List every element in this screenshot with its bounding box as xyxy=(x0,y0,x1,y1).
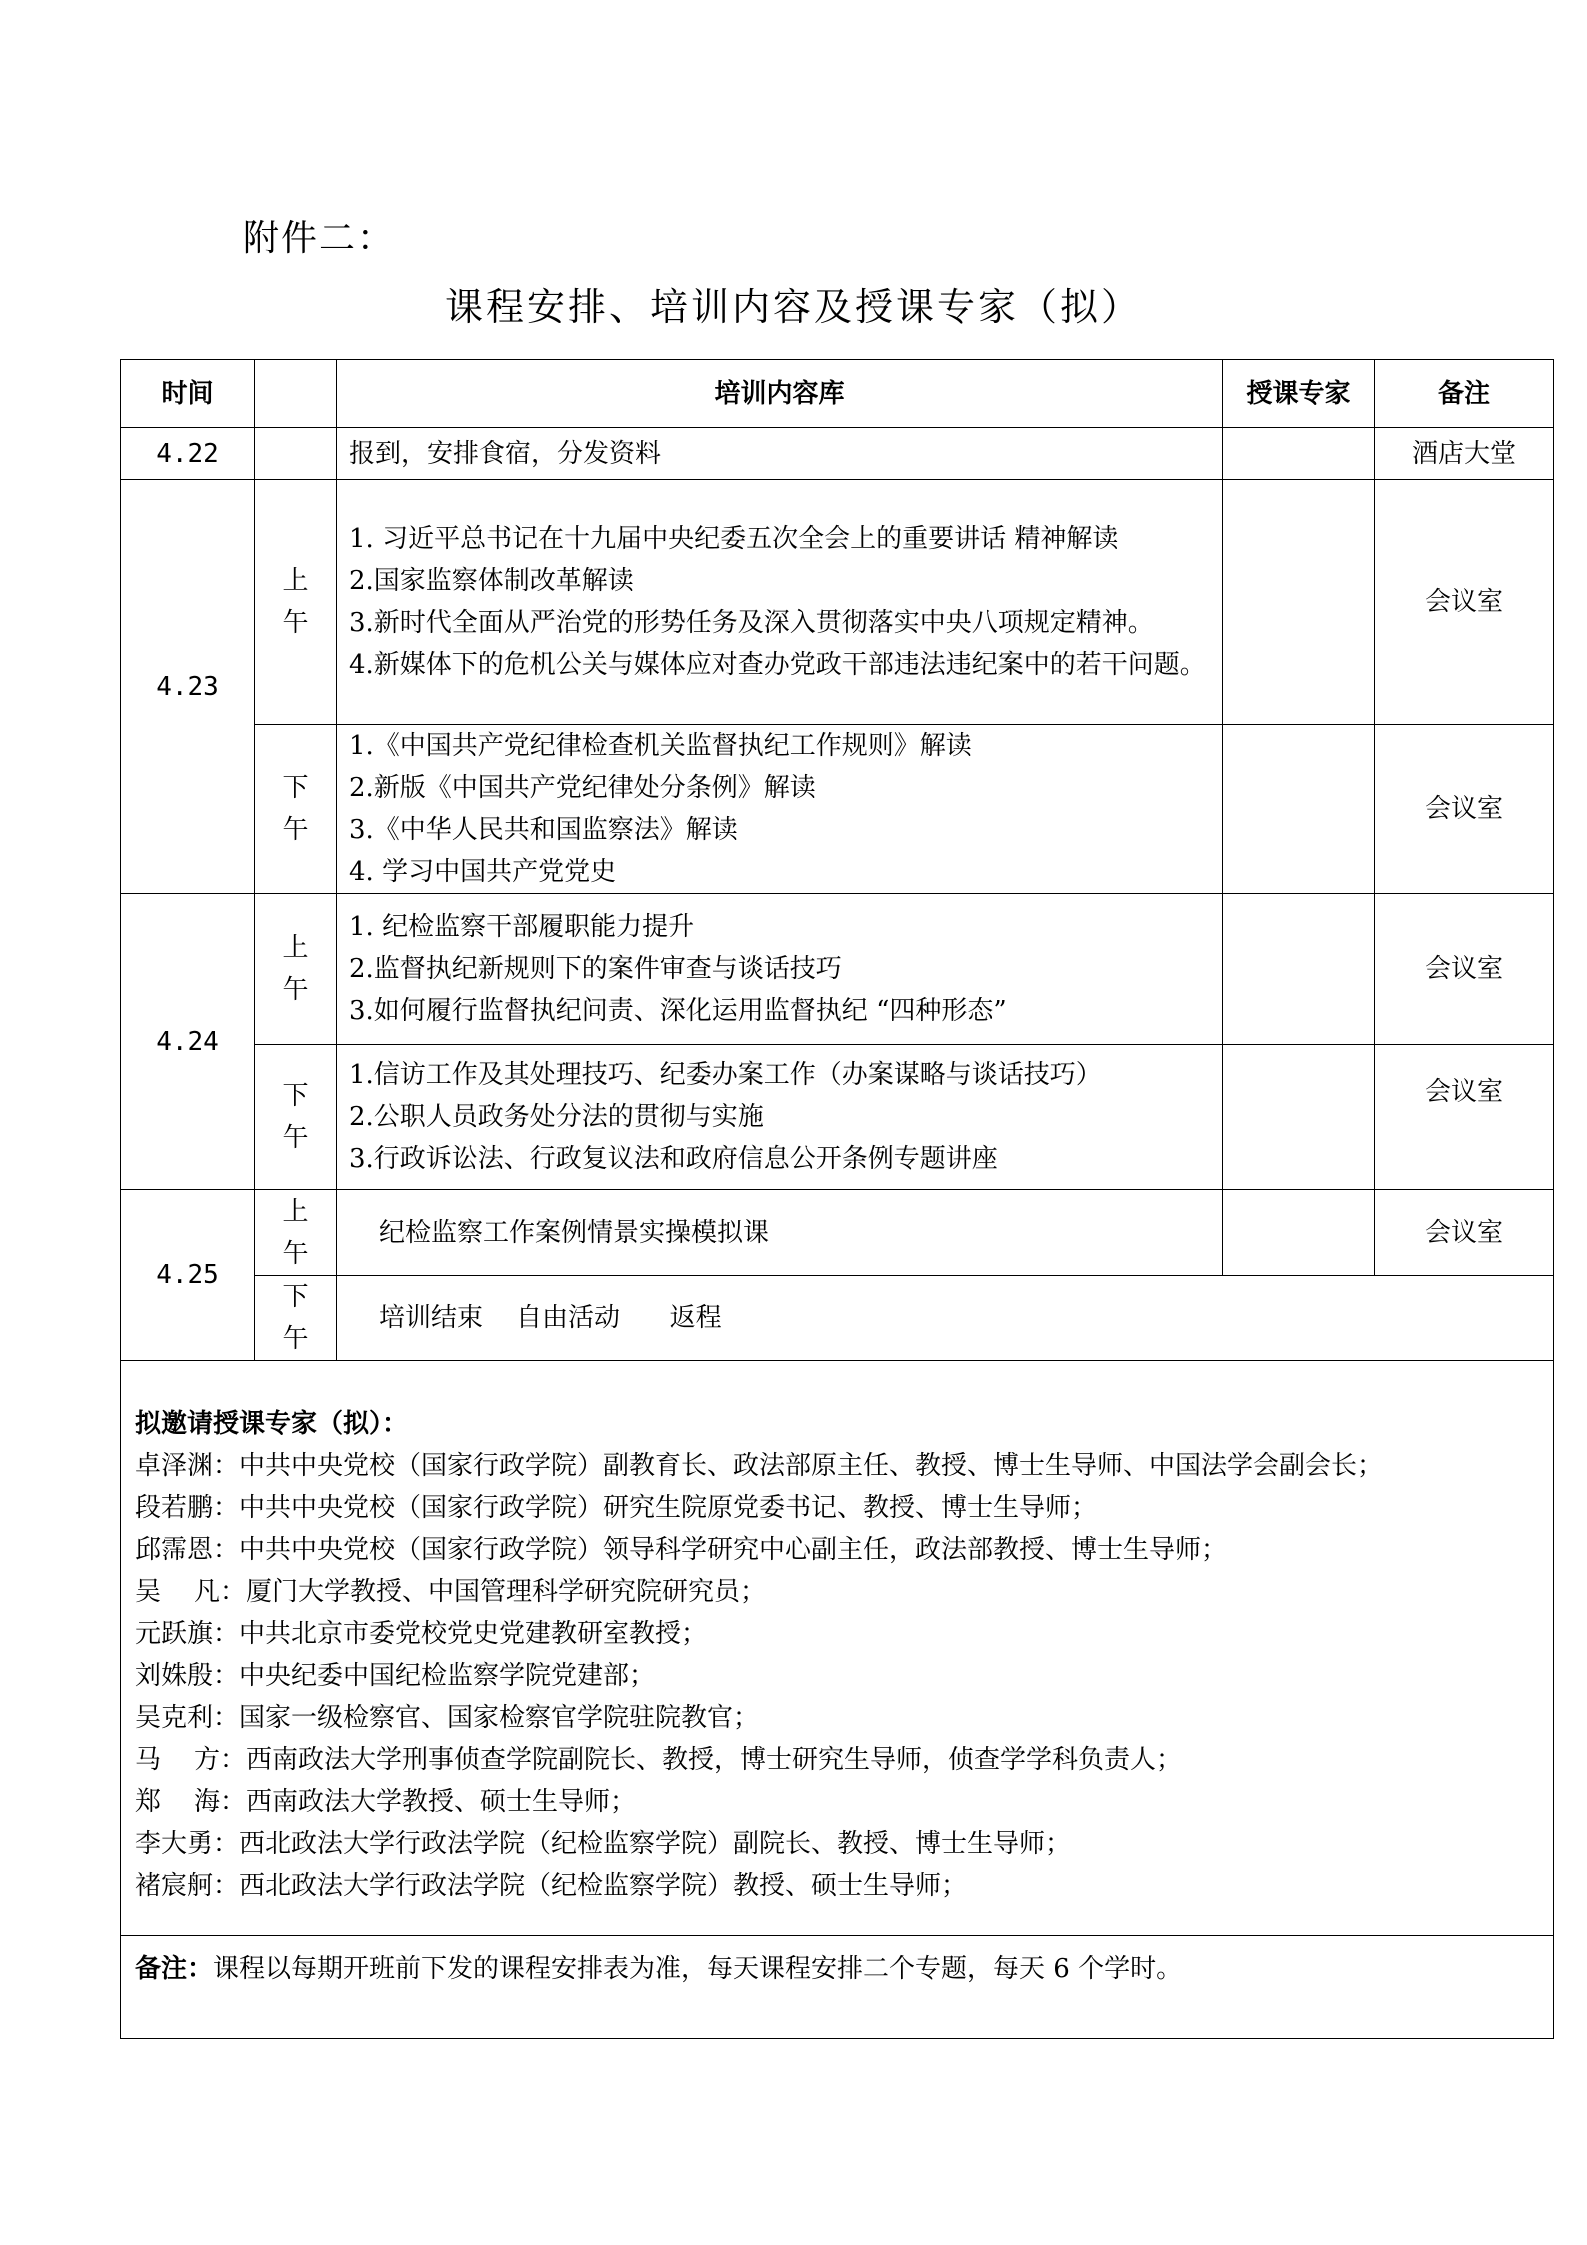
header-period xyxy=(255,360,337,428)
page-title: 课程安排、培训内容及授课专家（拟） xyxy=(444,285,1142,329)
content-cell xyxy=(337,1045,1223,1190)
period-char: 下 xyxy=(282,1282,309,1312)
expert-cell xyxy=(1223,725,1375,894)
list-item: 1. 纪检监察干部履职能力提升 xyxy=(349,912,695,942)
list-item: 刘姝殷：中央纪委中国纪检监察学院党建部； xyxy=(135,1661,656,1691)
list-item: 李大勇：西北政法大学行政法学院（纪检监察学院）副院长、教授、博士生导师； xyxy=(135,1829,1072,1859)
remark-label: 备注： xyxy=(135,1954,214,1984)
note-cell: 会议室 xyxy=(1375,1045,1554,1190)
list-item: 2.公职人员政务处分法的贯彻与实施 xyxy=(349,1102,764,1132)
remark-row xyxy=(121,1936,1554,2039)
header-time: 时间 xyxy=(121,360,255,428)
period-cell xyxy=(255,1190,337,1276)
experts-title: 拟邀请授课专家（拟）： xyxy=(135,1409,409,1439)
remark-cell xyxy=(121,1936,1554,2039)
period-char: 上 xyxy=(282,1196,309,1227)
expert-cell xyxy=(1223,894,1375,1045)
period-char: 午 xyxy=(282,608,309,638)
header-expert: 授课专家 xyxy=(1223,360,1375,428)
list-item: 3.如何履行监督执纪问责、深化运用监督执纪 “四种形态” xyxy=(349,996,1007,1026)
period-cell xyxy=(255,894,337,1045)
period-cell xyxy=(255,428,337,480)
period-cell xyxy=(255,1045,337,1190)
period-cell xyxy=(255,1276,337,1361)
list-item: 邱霈恩：中共中央党校（国家行政学院）领导科学研究中心副主任，政法部教授、博士生导师； xyxy=(135,1535,1228,1565)
attachment-label: 附件二： xyxy=(243,218,396,259)
list-item: 1. 习近平总书记在十九届中央纪委五次全会上的重要讲话 精神解读 xyxy=(349,524,1119,554)
period-char: 下 xyxy=(282,773,309,803)
note-cell: 会议室 xyxy=(1375,894,1554,1045)
table-row-424-pm xyxy=(121,1045,1554,1190)
list-item: 卓泽渊：中共中央党校（国家行政学院）副教育长、政法部原主任、教授、博士生导师、中国法学会副会长； xyxy=(135,1451,1384,1481)
expert-cell xyxy=(1223,1045,1375,1190)
list-item: 3.《中华人民共和国监察法》解读 xyxy=(349,815,738,845)
date-cell: 4.23 xyxy=(121,480,255,894)
content-cell: 报到，安排食宿，分发资料 xyxy=(337,428,1223,480)
note-cell: 酒店大堂 xyxy=(1375,428,1554,480)
note-cell: 会议室 xyxy=(1375,1190,1554,1276)
period-char: 午 xyxy=(282,1238,309,1269)
experts-cell xyxy=(121,1361,1554,1936)
content-cell: 培训结束 自由活动 返程 xyxy=(337,1276,1554,1361)
expert-cell xyxy=(1223,1190,1375,1276)
period-char: 上 xyxy=(282,933,309,963)
list-item: 3.新时代全面从严治党的形势任务及深入贯彻落实中央八项规定精神。 xyxy=(349,608,1154,638)
date-cell: 4.22 xyxy=(121,428,255,480)
table-row-424-am xyxy=(121,894,1554,1045)
period-char: 午 xyxy=(282,1324,309,1354)
header-note: 备注 xyxy=(1375,360,1554,428)
expert-cell xyxy=(1223,480,1375,725)
table-row-425-am xyxy=(121,1190,1554,1276)
list-item: 吴 凡：厦门大学教授、中国管理科学研究院研究员； xyxy=(135,1577,767,1607)
list-item: 4.新媒体下的危机公关与媒体应对查办党政干部违法违纪案中的若干问题。 xyxy=(349,650,1206,680)
list-item: 2.监督执纪新规则下的案件审查与谈话技巧 xyxy=(349,954,842,984)
date-cell: 4.24 xyxy=(121,894,255,1190)
list-item: 3.行政诉讼法、行政复议法和政府信息公开条例专题讲座 xyxy=(349,1144,998,1174)
list-item: 褚宸舸：西北政法大学行政法学院（纪检监察学院）教授、硕士生导师； xyxy=(135,1871,968,1901)
content-cell xyxy=(337,894,1223,1045)
period-char: 午 xyxy=(282,815,309,845)
content-cell xyxy=(337,480,1223,725)
date-cell: 4.25 xyxy=(121,1190,255,1361)
list-item: 元跃旗：中共北京市委党校党史党建教研室教授； xyxy=(135,1619,708,1649)
table-row-422 xyxy=(121,428,1554,480)
list-item: 段若鹏：中共中央党校（国家行政学院）研究生院原党委书记、教授、博士生导师； xyxy=(135,1493,1098,1523)
period-cell xyxy=(255,480,337,725)
note-cell: 会议室 xyxy=(1375,725,1554,894)
table-row-425-pm xyxy=(121,1276,1554,1361)
list-item: 2.国家监察体制改革解读 xyxy=(349,566,634,596)
note-cell: 会议室 xyxy=(1375,480,1554,725)
period-char: 上 xyxy=(282,566,309,596)
remark-text: 课程以每期开班前下发的课程安排表为准，每天课程安排二个专题，每天 6 个学时。 xyxy=(213,1954,1183,1984)
period-cell xyxy=(255,725,337,894)
period-char: 午 xyxy=(282,975,309,1005)
list-item: 郑 海：西南政法大学教授、硕士生导师； xyxy=(135,1787,637,1817)
period-char: 午 xyxy=(282,1123,309,1153)
period-char: 下 xyxy=(282,1081,309,1111)
header-content: 培训内容库 xyxy=(337,360,1223,428)
table-row-423-pm xyxy=(121,725,1554,894)
table-row-423-am xyxy=(121,480,1554,725)
list-item: 1.《中国共产党纪律检查机关监督执纪工作规则》解读 xyxy=(349,731,972,761)
list-item: 2.新版《中国共产党纪律处分条例》解读 xyxy=(349,773,816,803)
content-cell xyxy=(337,725,1223,894)
experts-row xyxy=(121,1361,1554,1936)
schedule-table xyxy=(120,359,1554,2039)
content-cell: 纪检监察工作案例情景实操模拟课 xyxy=(337,1190,1223,1276)
list-item: 吴克利：国家一级检察官、国家检察官学院驻院教官； xyxy=(135,1703,760,1733)
expert-cell xyxy=(1223,428,1375,480)
list-item: 马 方：西南政法大学刑事侦查学院副院长、教授，博士研究生导师，侦查学学科负责人； xyxy=(135,1745,1183,1775)
list-item: 1.信访工作及其处理技巧、纪委办案工作（办案谋略与谈话技巧） xyxy=(349,1060,1102,1090)
list-item: 4. 学习中国共产党党史 xyxy=(349,857,617,887)
table-header-row xyxy=(121,360,1554,428)
